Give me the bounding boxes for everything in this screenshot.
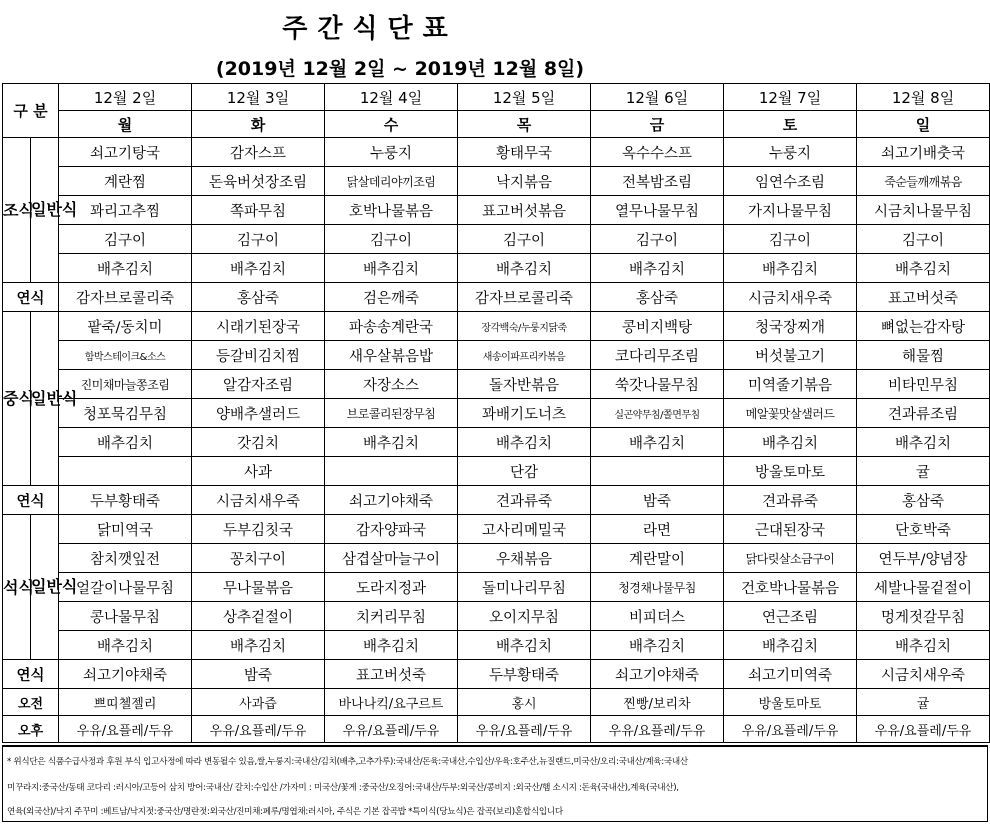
footnote-line: 미꾸라지:중국산/동태 코다리 :러시아/고등어 삼치 방어:국내산/ 갈치:수입산 /가자미 : 미국산/꽃게 :중국산/오징어:국내산/두부:외국산/콩비지 :외국산/햄 소시지 :돈육(국내산),계육(국내산), [7, 783, 679, 793]
header-date: 12월 2일 [59, 84, 192, 111]
dinner-menu-item: 치커리무침 [325, 602, 458, 631]
lunch-menu-item: 미역줄기볶음 [724, 370, 857, 399]
breakfast-menu-item: 돈육버섯장조림 [192, 167, 325, 196]
dinner-menu-item: 연두부/양념장 [857, 544, 990, 573]
dinner-menu-item: 배추김치 [857, 631, 990, 660]
dinner-menu-item: 얼갈이나물무침 [59, 573, 192, 602]
breakfast-menu-item: 꽈리고추찜 [59, 196, 192, 225]
dinner-menu-item: 참치깻잎전 [59, 544, 192, 573]
menu-period: (2019년 12월 2일 ~ 2019년 12월 8일) [215, 58, 585, 80]
dinner-soft-item: 쇠고기미역죽 [724, 660, 857, 689]
lunch-menu-item: 배추김치 [325, 428, 458, 457]
lunch-soft-label: 연식 [3, 486, 59, 515]
afternoon-snack-item: 우유/요플레/두유 [591, 716, 724, 743]
lunch-menu-item: 갓김치 [192, 428, 325, 457]
lunch-menu-item: 새송이파프리카볶음 [458, 341, 591, 370]
lunch-soft-item: 홍삼죽 [857, 486, 990, 515]
lunch-menu-item: 진미채마늘쫑조림 [59, 370, 192, 399]
lunch-menu-item [59, 457, 192, 486]
lunch-menu-item [325, 457, 458, 486]
lunch-menu-item: 알감자조림 [192, 370, 325, 399]
breakfast-menu-item: 감자스프 [192, 138, 325, 167]
lunch-menu-item: 자장소스 [325, 370, 458, 399]
dinner-menu-item: 배추김치 [591, 631, 724, 660]
dinner-menu-item: 세발나물겉절이 [857, 573, 990, 602]
lunch-menu-item: 비타민무침 [857, 370, 990, 399]
afternoon-snack-item: 우유/요플레/두유 [59, 716, 192, 743]
lunch-soft-item: 시금치새우죽 [192, 486, 325, 515]
lunch-menu-item: 파송송계란국 [325, 312, 458, 341]
lunch-menu-item: 사과 [192, 457, 325, 486]
header-date: 12월 7일 [724, 84, 857, 111]
lunch-soft-item: 견과류죽 [458, 486, 591, 515]
dinner-menu-item: 연근조림 [724, 602, 857, 631]
header-weekday: 수 [325, 111, 458, 138]
breakfast-menu-item: 계란찜 [59, 167, 192, 196]
lunch-menu-item: 브로콜리된장무침 [325, 399, 458, 428]
lunch-sub-label: 일반식 [31, 312, 59, 486]
lunch-menu-item: 쑥갓나물무침 [591, 370, 724, 399]
header-date: 12월 3일 [192, 84, 325, 111]
breakfast-menu-item: 표고버섯볶음 [458, 196, 591, 225]
lunch-menu-item: 함박스테이크&소스 [59, 341, 192, 370]
header-weekday: 월 [59, 111, 192, 138]
morning-snack-item: 찐빵/보리차 [591, 689, 724, 716]
dinner-menu-item: 청경채나물무침 [591, 573, 724, 602]
morning-snack-item: 바나나킥/요구르트 [325, 689, 458, 716]
lunch-menu-item: 돌자반볶음 [458, 370, 591, 399]
dinner-menu-item: 무나물볶음 [192, 573, 325, 602]
lunch-menu-item: 견과류조림 [857, 399, 990, 428]
breakfast-menu-item: 쇠고기배춧국 [857, 138, 990, 167]
dinner-menu-item: 건호박나물볶음 [724, 573, 857, 602]
afternoon-snack-item: 우유/요플레/두유 [857, 716, 990, 743]
dinner-menu-item: 꽁치구이 [192, 544, 325, 573]
header-date: 12월 4일 [325, 84, 458, 111]
breakfast-menu-item: 김구이 [192, 225, 325, 254]
lunch-menu-item: 청포묵김무침 [59, 399, 192, 428]
lunch-menu-item: 배추김치 [591, 428, 724, 457]
morning-snack-item: 방울토마토 [724, 689, 857, 716]
breakfast-menu-item: 시금치나물무침 [857, 196, 990, 225]
breakfast-menu-item: 쪽파무침 [192, 196, 325, 225]
breakfast-menu-item: 배추김치 [458, 254, 591, 283]
morning-snack-item: 쁘띠첼젤리 [59, 689, 192, 716]
lunch-menu-item: 단감 [458, 457, 591, 486]
dinner-soft-item: 표고버섯죽 [325, 660, 458, 689]
breakfast-soft-item: 홍삼죽 [591, 283, 724, 312]
header-gubun: 구 분 [3, 84, 59, 138]
breakfast-menu-item: 쇠고기탕국 [59, 138, 192, 167]
breakfast-soft-item: 표고버섯죽 [857, 283, 990, 312]
header-date: 12월 6일 [591, 84, 724, 111]
lunch-soft-item: 밤죽 [591, 486, 724, 515]
breakfast-menu-item: 김구이 [458, 225, 591, 254]
breakfast-menu-item: 전복밤조림 [591, 167, 724, 196]
breakfast-menu-item: 배추김치 [724, 254, 857, 283]
lunch-menu-item: 콩비지백탕 [591, 312, 724, 341]
breakfast-menu-item: 옥수수스프 [591, 138, 724, 167]
breakfast-menu-item: 낙지볶음 [458, 167, 591, 196]
dinner-soft-item: 쇠고기야채죽 [59, 660, 192, 689]
lunch-menu-item: 배추김치 [59, 428, 192, 457]
dinner-label: 석식 [3, 515, 31, 660]
lunch-menu-item: 장각백숙/누룽지닭죽 [458, 312, 591, 341]
footnotes [2, 745, 988, 822]
dinner-menu-item: 닭다릿살소금구이 [724, 544, 857, 573]
dinner-soft-item: 밤죽 [192, 660, 325, 689]
lunch-menu-item: 배추김치 [857, 428, 990, 457]
breakfast-soft-item: 홍삼죽 [192, 283, 325, 312]
dinner-menu-item: 배추김치 [724, 631, 857, 660]
dinner-menu-item: 고사리메밀국 [458, 515, 591, 544]
dinner-menu-item: 배추김치 [458, 631, 591, 660]
lunch-label: 중식 [3, 312, 31, 486]
lunch-menu-item: 귤 [857, 457, 990, 486]
afternoon-snack-item: 우유/요플레/두유 [724, 716, 857, 743]
dinner-soft-item: 두부황태죽 [458, 660, 591, 689]
dinner-menu-item: 오이지무침 [458, 602, 591, 631]
breakfast-menu-item: 가지나물무침 [724, 196, 857, 225]
breakfast-menu-item: 황태무국 [458, 138, 591, 167]
dinner-menu-item: 배추김치 [59, 631, 192, 660]
lunch-menu-item: 실곤약무침/쫄면무침 [591, 399, 724, 428]
dinner-menu-item: 계란말이 [591, 544, 724, 573]
dinner-menu-item: 근대된장국 [724, 515, 857, 544]
dinner-menu-item: 비피더스 [591, 602, 724, 631]
breakfast-menu-item: 죽순들깨깨볶음 [857, 167, 990, 196]
header-weekday: 화 [192, 111, 325, 138]
breakfast-soft-item: 감자브로콜리죽 [458, 283, 591, 312]
morning-snack-item: 사과즙 [192, 689, 325, 716]
afternoon-snack-item: 우유/요플레/두유 [192, 716, 325, 743]
lunch-menu-item: 등갈비김치찜 [192, 341, 325, 370]
header-weekday: 토 [724, 111, 857, 138]
dinner-soft-item: 쇠고기야채죽 [591, 660, 724, 689]
lunch-menu-item: 새우살볶음밥 [325, 341, 458, 370]
lunch-menu-item: 팥죽/동치미 [59, 312, 192, 341]
header-date: 12월 5일 [458, 84, 591, 111]
lunch-menu-item: 방울토마토 [724, 457, 857, 486]
lunch-menu-item: 버섯불고기 [724, 341, 857, 370]
dinner-soft-label: 연식 [3, 660, 59, 689]
dinner-menu-item: 콩나물무침 [59, 602, 192, 631]
breakfast-menu-item: 누룽지 [724, 138, 857, 167]
breakfast-menu-item: 닭살데리야끼조림 [325, 167, 458, 196]
breakfast-menu-item: 김구이 [724, 225, 857, 254]
breakfast-menu-item: 김구이 [325, 225, 458, 254]
lunch-soft-item: 쇠고기야채죽 [325, 486, 458, 515]
breakfast-menu-item: 누룽지 [325, 138, 458, 167]
breakfast-soft-label: 연식 [3, 283, 59, 312]
morning-snack-label: 오전 [3, 689, 59, 716]
afternoon-snack-item: 우유/요플레/두유 [325, 716, 458, 743]
lunch-soft-item: 두부황태죽 [59, 486, 192, 515]
lunch-menu-item [591, 457, 724, 486]
lunch-menu-item: 시래기된장국 [192, 312, 325, 341]
dinner-menu-item: 단호박죽 [857, 515, 990, 544]
dinner-menu-item: 배추김치 [192, 631, 325, 660]
dinner-soft-item: 시금치새우죽 [857, 660, 990, 689]
header-date: 12월 8일 [857, 84, 990, 111]
lunch-menu-item: 꽈배기도너츠 [458, 399, 591, 428]
dinner-menu-item: 닭미역국 [59, 515, 192, 544]
footnote-line: 연육(외국산)/낙지 주꾸미 :베트남/낙지젓:중국산/명란젓:외국산/진미채:페루/명엽채:러시아, 주식은 기본 잡곡밥 *특이식(당뇨식)은 잡곡(보리)혼합식입니다 [7, 807, 563, 817]
breakfast-menu-item: 배추김치 [325, 254, 458, 283]
dinner-menu-item: 멍게젓갈무침 [857, 602, 990, 631]
breakfast-sub-label: 일반식 [31, 138, 59, 283]
breakfast-menu-item: 김구이 [857, 225, 990, 254]
breakfast-soft-item: 시금치새우죽 [724, 283, 857, 312]
breakfast-menu-item: 배추김치 [59, 254, 192, 283]
lunch-menu-item: 해물찜 [857, 341, 990, 370]
dinner-menu-item: 우채볶음 [458, 544, 591, 573]
lunch-menu-item: 뼈없는감자탕 [857, 312, 990, 341]
lunch-menu-item: 배추김치 [458, 428, 591, 457]
morning-snack-item: 홍시 [458, 689, 591, 716]
weekly-menu-table [2, 83, 990, 743]
page-title: 주간식단표 [282, 14, 458, 44]
lunch-menu-item: 메알꽃맛살샐러드 [724, 399, 857, 428]
breakfast-menu-item: 호박나물볶음 [325, 196, 458, 225]
dinner-menu-item: 두부김칫국 [192, 515, 325, 544]
breakfast-menu-item: 김구이 [591, 225, 724, 254]
breakfast-menu-item: 배추김치 [591, 254, 724, 283]
dinner-menu-item: 돌미나리무침 [458, 573, 591, 602]
header-weekday: 일 [857, 111, 990, 138]
lunch-menu-item: 코다리무조림 [591, 341, 724, 370]
breakfast-menu-item: 김구이 [59, 225, 192, 254]
breakfast-menu-item: 임연수조림 [724, 167, 857, 196]
lunch-menu-item: 양배추샐러드 [192, 399, 325, 428]
dinner-menu-item: 상추겉절이 [192, 602, 325, 631]
dinner-menu-item: 라면 [591, 515, 724, 544]
footnote-line: * 위식단은 식품수급사정과 후원 부식 입고사정에 따라 변동될수 있음,쌀,누룽지:국내산/김치(배추,고추가루):국내산/돈육:국내산,수입산/우육:호주산,뉴질랜드,미국산/오리:국내산/계육:국내산 [7, 757, 688, 767]
breakfast-menu-item: 배추김치 [857, 254, 990, 283]
dinner-menu-item: 삼겹살마늘구이 [325, 544, 458, 573]
breakfast-label: 조식 [3, 138, 31, 283]
breakfast-menu-item: 배추김치 [192, 254, 325, 283]
header-weekday: 금 [591, 111, 724, 138]
dinner-menu-item: 감자양파국 [325, 515, 458, 544]
dinner-sub-label: 일반식 [31, 515, 59, 660]
lunch-menu-item: 청국장찌개 [724, 312, 857, 341]
breakfast-soft-item: 검은깨죽 [325, 283, 458, 312]
header-weekday: 목 [458, 111, 591, 138]
breakfast-soft-item: 감자브로콜리죽 [59, 283, 192, 312]
dinner-menu-item: 도라지정과 [325, 573, 458, 602]
lunch-soft-item: 견과류죽 [724, 486, 857, 515]
lunch-menu-item: 배추김치 [724, 428, 857, 457]
dinner-menu-item: 배추김치 [325, 631, 458, 660]
morning-snack-item: 귤 [857, 689, 990, 716]
breakfast-menu-item: 열무나물무침 [591, 196, 724, 225]
afternoon-snack-label: 오후 [3, 716, 59, 743]
afternoon-snack-item: 우유/요플레/두유 [458, 716, 591, 743]
